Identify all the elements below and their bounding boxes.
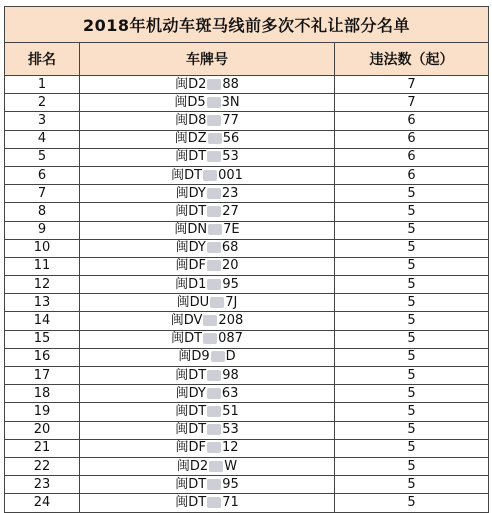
header-count: 违法数（起）	[335, 43, 489, 76]
table-row	[5, 367, 489, 385]
redaction-mask	[208, 133, 222, 144]
plate-suffix: 98	[222, 367, 239, 383]
plate-prefix: 闽DT	[175, 476, 207, 492]
table-row	[5, 130, 489, 148]
table-row	[5, 257, 489, 275]
table-body	[5, 76, 489, 513]
count-cell: 6	[335, 130, 489, 148]
plate-suffix: 53	[222, 149, 239, 165]
redaction-mask	[207, 206, 221, 217]
rank-cell: 3	[5, 112, 80, 130]
count-cell: 5	[335, 221, 489, 239]
plate-suffix: 7E	[223, 222, 240, 238]
count-cell: 5	[335, 421, 489, 439]
plate-cell	[80, 94, 335, 112]
redaction-mask	[207, 97, 221, 108]
redaction-mask	[207, 242, 221, 253]
plate-prefix: 闽DY	[175, 185, 206, 201]
plate-prefix: 闽DU	[176, 294, 210, 310]
plate-suffix: 88	[222, 76, 239, 92]
plate-prefix: 闽D8	[175, 112, 207, 128]
count-cell: 5	[335, 257, 489, 275]
plate-suffix: 95	[222, 476, 239, 492]
plate-cell	[80, 457, 335, 475]
plate-prefix: 闽DF	[175, 258, 206, 274]
plate-suffix: 77	[222, 112, 239, 128]
plate-cell	[80, 203, 335, 221]
count-cell: 5	[335, 203, 489, 221]
redaction-mask	[203, 170, 217, 181]
rank-cell: 15	[5, 330, 80, 348]
redaction-mask	[203, 333, 217, 344]
count-cell: 5	[335, 239, 489, 257]
redaction-mask	[207, 497, 221, 508]
table-row	[5, 148, 489, 166]
rank-cell: 2	[5, 94, 80, 112]
plate-suffix: 95	[222, 276, 239, 292]
count-cell: 5	[335, 294, 489, 312]
plate-suffix: 51	[222, 403, 239, 419]
rank-cell: 9	[5, 221, 80, 239]
redaction-mask	[207, 79, 221, 90]
plate-cell	[80, 439, 335, 457]
redaction-mask	[207, 279, 221, 290]
rank-cell: 21	[5, 439, 80, 457]
count-cell: 5	[335, 385, 489, 403]
rank-cell: 19	[5, 403, 80, 421]
rank-cell: 10	[5, 239, 80, 257]
plate-suffix: 56	[222, 131, 240, 147]
plate-suffix: 23	[221, 185, 239, 201]
redaction-mask	[203, 315, 217, 326]
rank-cell: 16	[5, 348, 80, 366]
table-row	[5, 112, 489, 130]
redaction-mask	[211, 351, 225, 362]
plate-prefix: 闽D2	[176, 458, 209, 474]
plate-suffix: 27	[222, 203, 239, 219]
plate-prefix: 闽DT	[171, 167, 203, 183]
plate-prefix: 闽DY	[175, 240, 206, 256]
count-cell: 5	[335, 403, 489, 421]
table-row	[5, 276, 489, 294]
table-row	[5, 476, 489, 494]
table-row	[5, 457, 489, 475]
plate-prefix: 闽DV	[170, 313, 203, 329]
redaction-mask	[209, 461, 223, 472]
count-cell: 5	[335, 312, 489, 330]
plate-prefix: 闽D9	[178, 349, 210, 365]
plate-suffix: 7J	[225, 294, 238, 310]
table-row	[5, 385, 489, 403]
plate-cell	[80, 494, 335, 512]
table-row	[5, 312, 489, 330]
header-rank: 排名	[5, 43, 80, 76]
plate-prefix: 闽DN	[174, 222, 208, 238]
redaction-mask	[207, 479, 221, 490]
plate-suffix: 12	[221, 440, 239, 456]
count-cell: 5	[335, 457, 489, 475]
rank-cell: 20	[5, 421, 80, 439]
redaction-mask	[207, 151, 221, 162]
table-row	[5, 185, 489, 203]
count-cell: 5	[335, 494, 489, 512]
plate-suffix: 71	[222, 494, 239, 510]
plate-suffix: W	[224, 458, 238, 474]
offender-table	[4, 6, 489, 513]
redaction-mask	[207, 388, 221, 399]
plate-prefix: 闽DT	[175, 367, 207, 383]
plate-cell	[80, 257, 335, 275]
rank-cell: 23	[5, 476, 80, 494]
table-row	[5, 439, 489, 457]
rank-cell: 22	[5, 457, 80, 475]
redaction-mask	[210, 297, 224, 308]
plate-cell	[80, 385, 335, 403]
table-row	[5, 239, 489, 257]
plate-cell	[80, 166, 335, 184]
count-cell: 6	[335, 112, 489, 130]
rank-cell: 17	[5, 367, 80, 385]
count-cell: 5	[335, 185, 489, 203]
plate-prefix: 闽D2	[175, 76, 207, 92]
table-row	[5, 203, 489, 221]
redaction-mask	[207, 442, 221, 453]
plate-suffix: 208	[218, 313, 244, 329]
plate-prefix: 闽DT	[171, 331, 203, 347]
rank-cell: 14	[5, 312, 80, 330]
table-row	[5, 330, 489, 348]
count-cell: 5	[335, 348, 489, 366]
plate-cell	[80, 130, 335, 148]
table-title: 2018年机动车斑马线前多次不礼让部分名单	[5, 7, 489, 43]
table-row	[5, 76, 489, 94]
plate-suffix: 001	[218, 167, 243, 183]
table-row	[5, 221, 489, 239]
plate-cell	[80, 403, 335, 421]
plate-suffix: D	[225, 349, 236, 365]
redaction-mask	[207, 115, 221, 126]
rank-cell: 6	[5, 166, 80, 184]
count-cell: 6	[335, 148, 489, 166]
rank-cell: 11	[5, 257, 80, 275]
count-cell: 5	[335, 367, 489, 385]
table-row	[5, 403, 489, 421]
plate-prefix: 闽DT	[175, 422, 207, 438]
plate-suffix: 3N	[221, 94, 240, 110]
plate-cell	[80, 239, 335, 257]
count-cell: 5	[335, 439, 489, 457]
count-cell: 5	[335, 330, 489, 348]
table-row	[5, 348, 489, 366]
table-row	[5, 166, 489, 184]
redaction-mask	[207, 260, 221, 271]
rank-cell: 24	[5, 494, 80, 512]
plate-suffix: 087	[218, 331, 243, 347]
plate-cell	[80, 312, 335, 330]
plate-cell	[80, 221, 335, 239]
plate-prefix: 闽D5	[174, 94, 206, 110]
table-row	[5, 421, 489, 439]
rank-cell: 18	[5, 385, 80, 403]
plate-prefix: 闽DT	[175, 203, 207, 219]
plate-cell	[80, 476, 335, 494]
header-plate: 车牌号	[80, 43, 335, 76]
redaction-mask	[208, 224, 222, 235]
plate-cell	[80, 294, 335, 312]
plate-prefix: 闽DT	[175, 403, 207, 419]
plate-cell	[80, 148, 335, 166]
plate-suffix: 68	[221, 240, 239, 256]
rank-cell: 7	[5, 185, 80, 203]
plate-prefix: 闽DF	[175, 440, 206, 456]
redaction-mask	[207, 406, 221, 417]
plate-suffix: 63	[221, 385, 239, 401]
plate-prefix: 闽D1	[175, 276, 207, 292]
plate-cell	[80, 348, 335, 366]
count-cell: 5	[335, 476, 489, 494]
rank-cell: 5	[5, 148, 80, 166]
table-row	[5, 94, 489, 112]
plate-cell	[80, 76, 335, 94]
plate-cell	[80, 112, 335, 130]
plate-suffix: 53	[222, 422, 239, 438]
table-row	[5, 494, 489, 512]
count-cell: 6	[335, 166, 489, 184]
plate-cell	[80, 276, 335, 294]
plate-prefix: 闽DZ	[174, 131, 207, 147]
table-row	[5, 294, 489, 312]
rank-cell: 1	[5, 76, 80, 94]
plate-cell	[80, 367, 335, 385]
count-cell: 5	[335, 276, 489, 294]
plate-cell	[80, 421, 335, 439]
plate-cell	[80, 185, 335, 203]
redaction-mask	[207, 424, 221, 435]
plate-prefix: 闽DT	[175, 149, 207, 165]
rank-cell: 12	[5, 276, 80, 294]
redaction-mask	[207, 188, 221, 199]
plate-suffix: 20	[221, 258, 239, 274]
redaction-mask	[207, 370, 221, 381]
count-cell: 7	[335, 76, 489, 94]
plate-prefix: 闽DY	[175, 385, 206, 401]
rank-cell: 4	[5, 130, 80, 148]
rank-cell: 8	[5, 203, 80, 221]
plate-cell	[80, 330, 335, 348]
rank-cell: 13	[5, 294, 80, 312]
plate-prefix: 闽DT	[175, 494, 207, 510]
count-cell: 7	[335, 94, 489, 112]
